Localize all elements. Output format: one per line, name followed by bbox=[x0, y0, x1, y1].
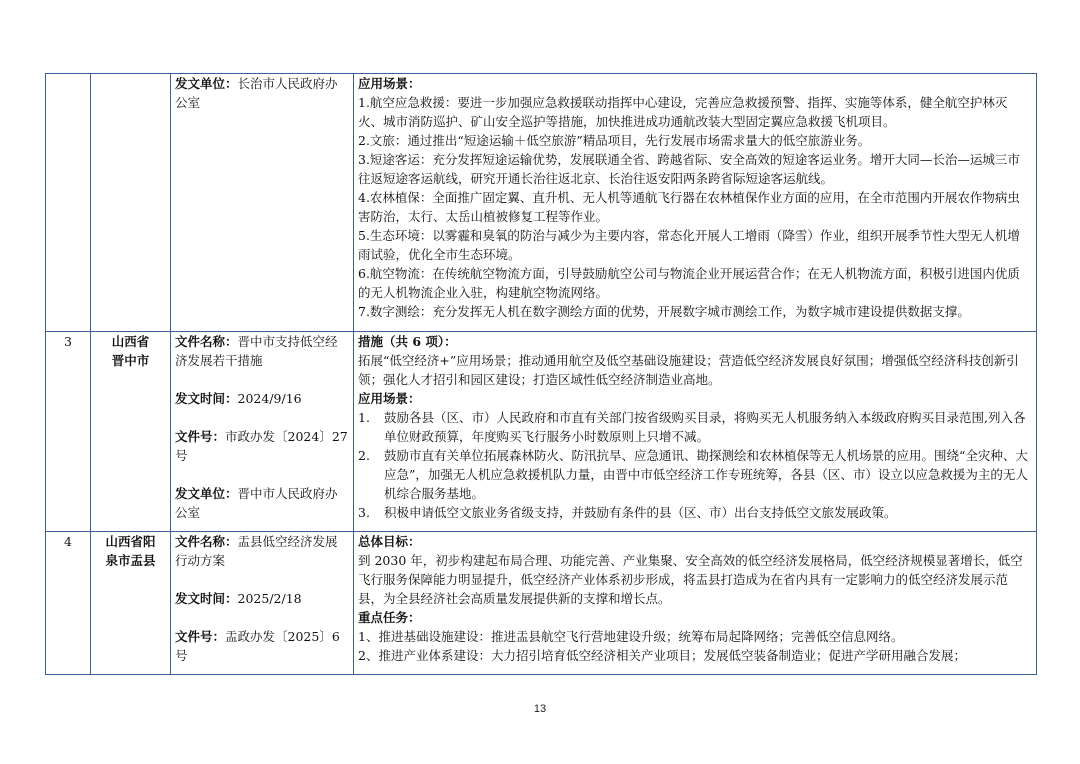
info-value: 2025/2/18 bbox=[237, 591, 302, 606]
paragraph: 4.农林植保：全面推广固定翼、直升机、无人机等通航飞行器在农林植保作业方面的应用，在全市范围内开展农作物病虫害防治，太行、太岳山植被修复工程等作业。 bbox=[358, 190, 1020, 224]
content-cell bbox=[354, 332, 1037, 532]
document-info-cell bbox=[171, 74, 354, 332]
region-name-line: 山西省阳 bbox=[105, 534, 156, 549]
region-name-line: 泉市盂县 bbox=[105, 553, 156, 568]
info-label: 发文时间 bbox=[175, 391, 226, 406]
section-heading: 总体目标： bbox=[358, 534, 421, 549]
document-info-cell bbox=[171, 332, 354, 532]
numbered-item bbox=[358, 408, 1032, 446]
info-value: 晋中市人民政府办公室 bbox=[175, 486, 338, 520]
item-text: 鼓励各县（区、市）人民政府和市直有关部门按省级购买目录，将购买无人机服务纳入本级政府购买目录范围,列入各单位财政预算，年度购买飞行服务小时数原则上只增不减。 bbox=[384, 410, 1026, 444]
paragraph: 7.数字测绘：充分发挥无人机在数字测绘方面的优势，开展数字城市测绘工作，为数字城市建设提供数据支撑。 bbox=[358, 304, 970, 319]
paragraph: 6.航空物流：在传统航空物流方面，引导鼓励航空公司与物流企业开展运营合作；在无人机物流方面，积极引进国内优质的无人机物流企业入驻，构建航空物流网络。 bbox=[358, 266, 1020, 300]
numbered-item bbox=[358, 503, 1032, 522]
paragraph: 2.文旅：通过推出“短途运输＋低空旅游”精品项目，先行发展市场需求量大的低空旅游业务。 bbox=[358, 133, 871, 148]
content-cell bbox=[354, 74, 1037, 332]
info-label: 发文时间 bbox=[175, 591, 226, 606]
paragraph: 到 2030 年，初步构建起布局合理、功能完善、产业集聚、安全高效的低空经济发展格局，低空经济规模显著增长，低空飞行服务保障能力明显提升，低空经济产业体系初步形成，将盂县打造成为在省内具有一定影响力的低空经济发展示范县，为全县经济社会高质量发展提供新的支撑和增长点。 bbox=[358, 553, 1023, 606]
paragraph: 拓展“低空经济+”应用场景；推动通用航空及低空基础设施建设；营造低空经济发展良好氛围；增强低空经济科技创新引领；强化人才招引和园区建设；打造区域性低空经济制造业高地。 bbox=[358, 353, 1019, 387]
row-number bbox=[46, 74, 91, 332]
item-text: 鼓励市直有关单位拓展森林防火、防汛抗旱、应急通讯、勘探测绘和农林植保等无人机场景的应用。围绕“全灾种、大应急”，加强无人机应急救援机队力量，由晋中市低空经济工作专班统筹，各县（区、市）设立以应急救援为主的无人机综合服务基地。 bbox=[384, 448, 1028, 501]
region-name-line: 晋中市 bbox=[111, 353, 150, 368]
info-value: 长治市人民政府办公室 bbox=[175, 76, 338, 110]
section-heading: 应用场景： bbox=[358, 391, 421, 406]
paragraph: 1.航空应急救援：要进一步加强应急救援联动指挥中心建设，完善应急救援预警、指挥、实施等体系，健全航空护林灭火、城市消防巡护、矿山安全巡护等措施，加快推进成功通航改装大型固定翼应急救援飞机项目。 bbox=[358, 95, 1008, 129]
section-heading: 应用场景： bbox=[358, 76, 421, 91]
table-row bbox=[46, 532, 1037, 675]
region-cell bbox=[91, 74, 171, 332]
region-cell bbox=[91, 332, 171, 532]
region-cell bbox=[91, 532, 171, 675]
item-text: 积极申请低空文旅业务省级支持，并鼓励有条件的县（区、市）出台支持低空文旅发展政策。 bbox=[384, 505, 897, 520]
numbered-item bbox=[358, 446, 1032, 503]
page-number: 13 bbox=[533, 703, 547, 715]
info-field: 文件号：盂政办发〔2025〕6 号 bbox=[175, 629, 340, 663]
info-value: 晋中市支持低空经济发展若干措施 bbox=[175, 334, 338, 368]
info-label: 发文单位 bbox=[175, 76, 226, 91]
row-number: 4 bbox=[46, 532, 91, 675]
info-value: 市政办发〔2024〕27 号 bbox=[175, 429, 348, 463]
info-label: 文件名称 bbox=[175, 334, 226, 349]
info-value: 盂县低空经济发展行动方案 bbox=[175, 534, 338, 568]
section-heading: 措施（共 6 项）： bbox=[358, 334, 457, 349]
item-number: 3. bbox=[358, 505, 370, 520]
paragraph: 2、推进产业体系建设：大力招引培育低空经济相关产业项目；发展低空装备制造业；促进产学研用融合发展； bbox=[358, 648, 966, 663]
info-value: 盂政办发〔2025〕6 号 bbox=[175, 629, 340, 663]
paragraph: 1、推进基础设施建设：推进盂县航空飞行营地建设升级；统筹布局起降网络；完善低空信息网络。 bbox=[358, 629, 904, 644]
info-field: 文件号：市政办发〔2024〕27 号 bbox=[175, 429, 348, 463]
info-label: 发文单位 bbox=[175, 486, 226, 501]
info-field: 发文时间：2025/2/18 bbox=[175, 591, 302, 606]
section-heading: 重点任务： bbox=[358, 610, 421, 625]
info-label: 文件号 bbox=[175, 429, 213, 444]
item-number: 1. bbox=[358, 410, 370, 425]
info-field: 文件名称：晋中市支持低空经济发展若干措施 bbox=[175, 334, 338, 368]
info-label: 文件号 bbox=[175, 629, 213, 644]
table-row bbox=[46, 332, 1037, 532]
item-number: 2. bbox=[358, 448, 370, 463]
info-value: 2024/9/16 bbox=[237, 391, 302, 406]
info-label: 文件名称 bbox=[175, 534, 226, 549]
content-cell bbox=[354, 532, 1037, 675]
info-field: 发文单位：晋中市人民政府办公室 bbox=[175, 486, 338, 520]
region-name-line: 山西省 bbox=[111, 334, 150, 349]
info-field: 文件名称：盂县低空经济发展行动方案 bbox=[175, 534, 338, 568]
info-field: 发文单位：长治市人民政府办公室 bbox=[175, 76, 338, 110]
paragraph: 5.生态环境：以雾霾和臭氧的防治与减少为主要内容，常态化开展人工增雨（降雪）作业，组织开展季节性大型无人机增雨试验，优化全市生态环境。 bbox=[358, 228, 1020, 262]
row-number: 3 bbox=[46, 332, 91, 532]
info-field: 发文时间：2024/9/16 bbox=[175, 391, 302, 406]
policy-table bbox=[45, 73, 1037, 675]
paragraph: 3.短途客运：充分发挥短途运输优势，发展联通全省、跨越省际、安全高效的短途客运业务。增开大同—长治—运城三市往返短途客运航线，研究开通长治往返北京、长治往返安阳两条跨省际短途客运航线。 bbox=[358, 152, 1020, 186]
table-row bbox=[46, 74, 1037, 332]
document-info-cell bbox=[171, 532, 354, 675]
